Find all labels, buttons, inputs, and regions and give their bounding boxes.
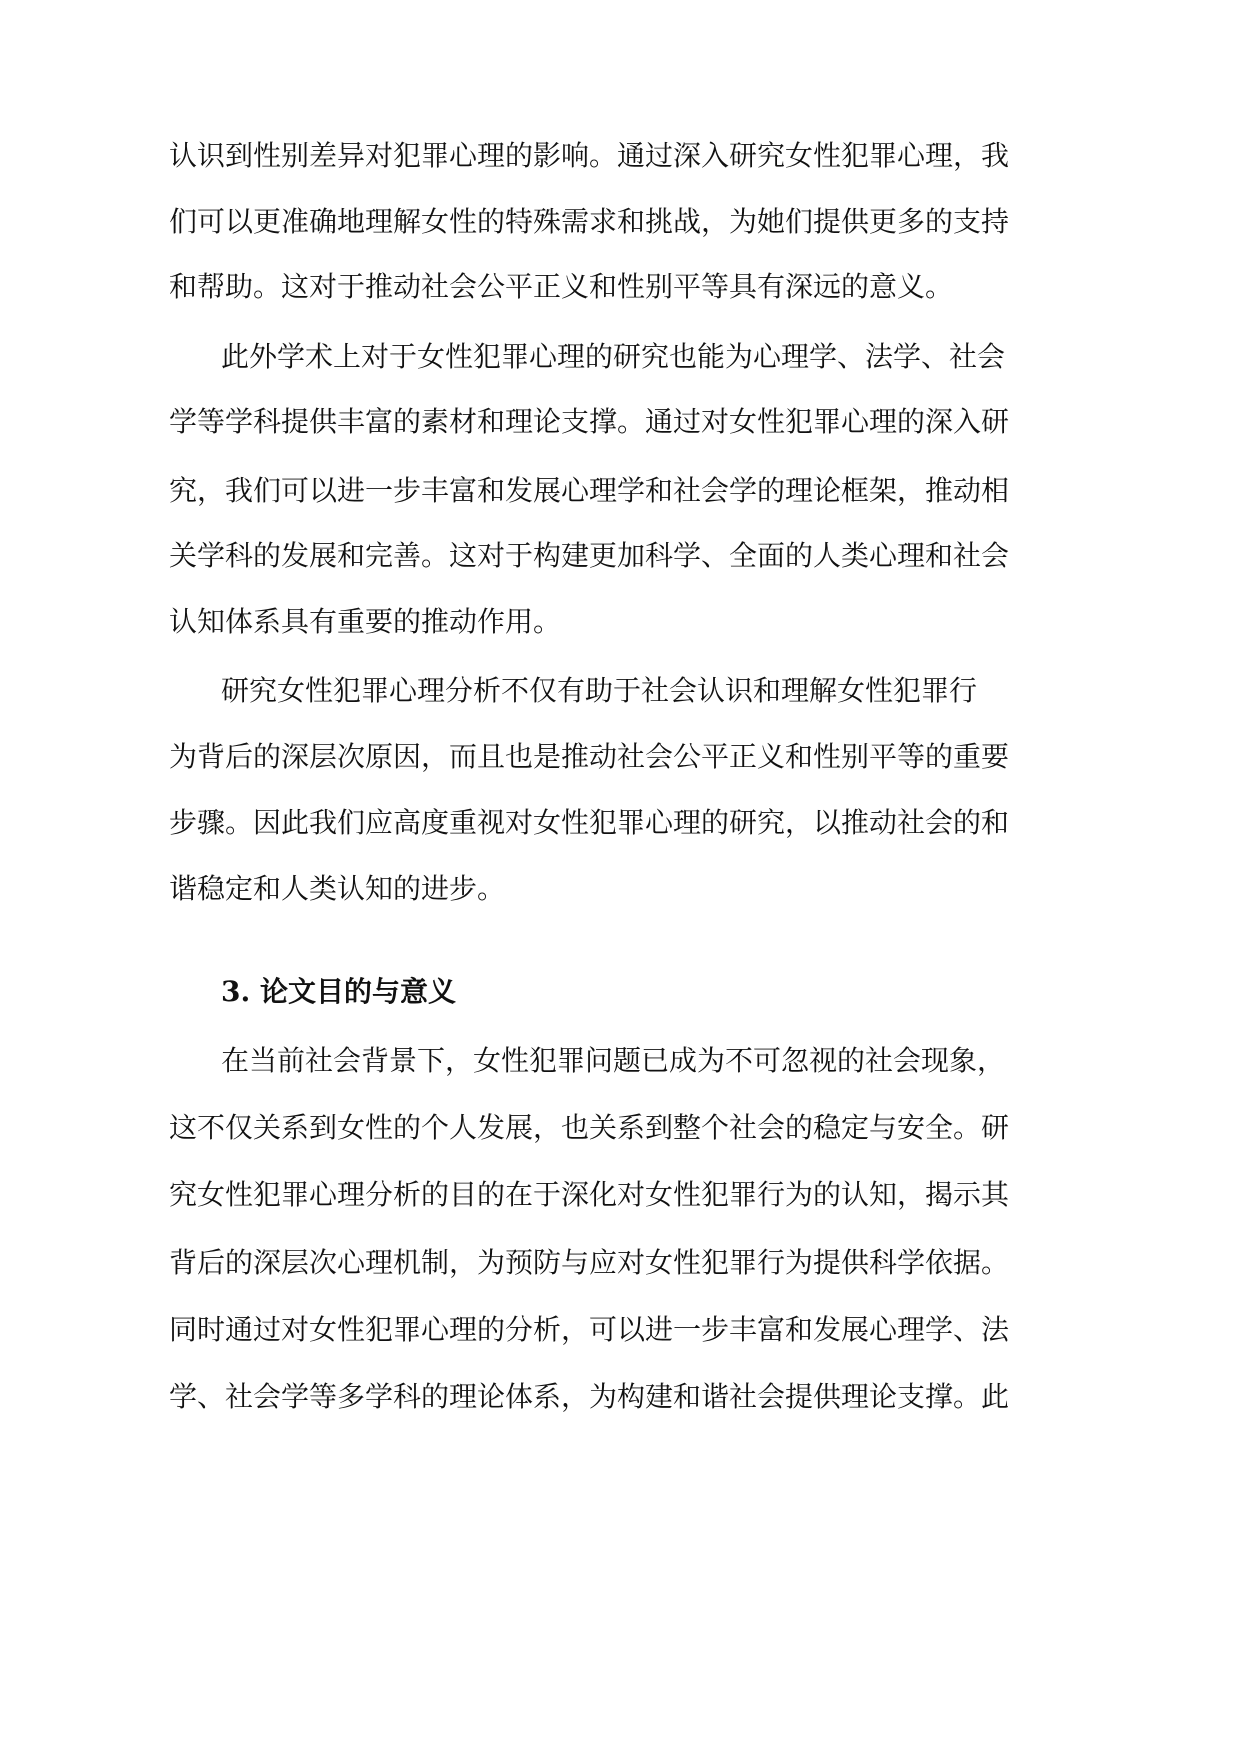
paragraph-line: 关学科的发展和完善。这对于构建更加科学、全面的人类心理和社会 xyxy=(169,539,1010,572)
paragraph-line: 在当前社会背景下，女性犯罪问题已成为不可忽视的社会现象， xyxy=(221,1044,1006,1077)
paragraph-line: 学等学科提供丰富的素材和理论支撑。通过对女性犯罪心理的深入研 xyxy=(169,405,1010,438)
section-heading: 3. 论文目的与意义 xyxy=(221,975,456,1008)
paragraph-line: 认识到性别差异对犯罪心理的影响。通过深入研究女性犯罪心理，我 xyxy=(169,139,1010,172)
paragraph-line: 同时通过对女性犯罪心理的分析，可以进一步丰富和发展心理学、法 xyxy=(169,1313,1010,1346)
paragraph-line: 学、社会学等多学科的理论体系，为构建和谐社会提供理论支撑。此 xyxy=(169,1380,1010,1413)
paragraph-line: 步骤。因此我们应高度重视对女性犯罪心理的研究，以推动社会的和 xyxy=(169,806,1010,839)
paragraph-line: 研究女性犯罪心理分析不仅有助于社会认识和理解女性犯罪行 xyxy=(221,674,978,707)
paragraph-line: 这不仅关系到女性的个人发展，也关系到整个社会的稳定与安全。研 xyxy=(169,1111,1010,1144)
paragraph-line: 们可以更准确地理解女性的特殊需求和挑战，为她们提供更多的支持 xyxy=(169,205,1010,238)
paragraph-line: 为背后的深层次原因，而且也是推动社会公平正义和性别平等的重要 xyxy=(169,740,1010,773)
paragraph-line: 究女性犯罪心理分析的目的在于深化对女性犯罪行为的认知，揭示其 xyxy=(169,1178,1010,1211)
paragraph-line: 认知体系具有重要的推动作用。 xyxy=(169,605,562,638)
paragraph-line: 谐稳定和人类认知的进步。 xyxy=(169,872,506,905)
paragraph-line: 此外学术上对于女性犯罪心理的研究也能为心理学、法学、社会 xyxy=(221,340,1006,373)
paragraph-line: 背后的深层次心理机制，为预防与应对女性犯罪行为提供科学依据。 xyxy=(169,1246,1010,1279)
paragraph-line: 究，我们可以进一步丰富和发展心理学和社会学的理论框架，推动相 xyxy=(169,474,1010,507)
paragraph-line: 和帮助。这对于推动社会公平正义和性别平等具有深远的意义。 xyxy=(169,270,954,303)
